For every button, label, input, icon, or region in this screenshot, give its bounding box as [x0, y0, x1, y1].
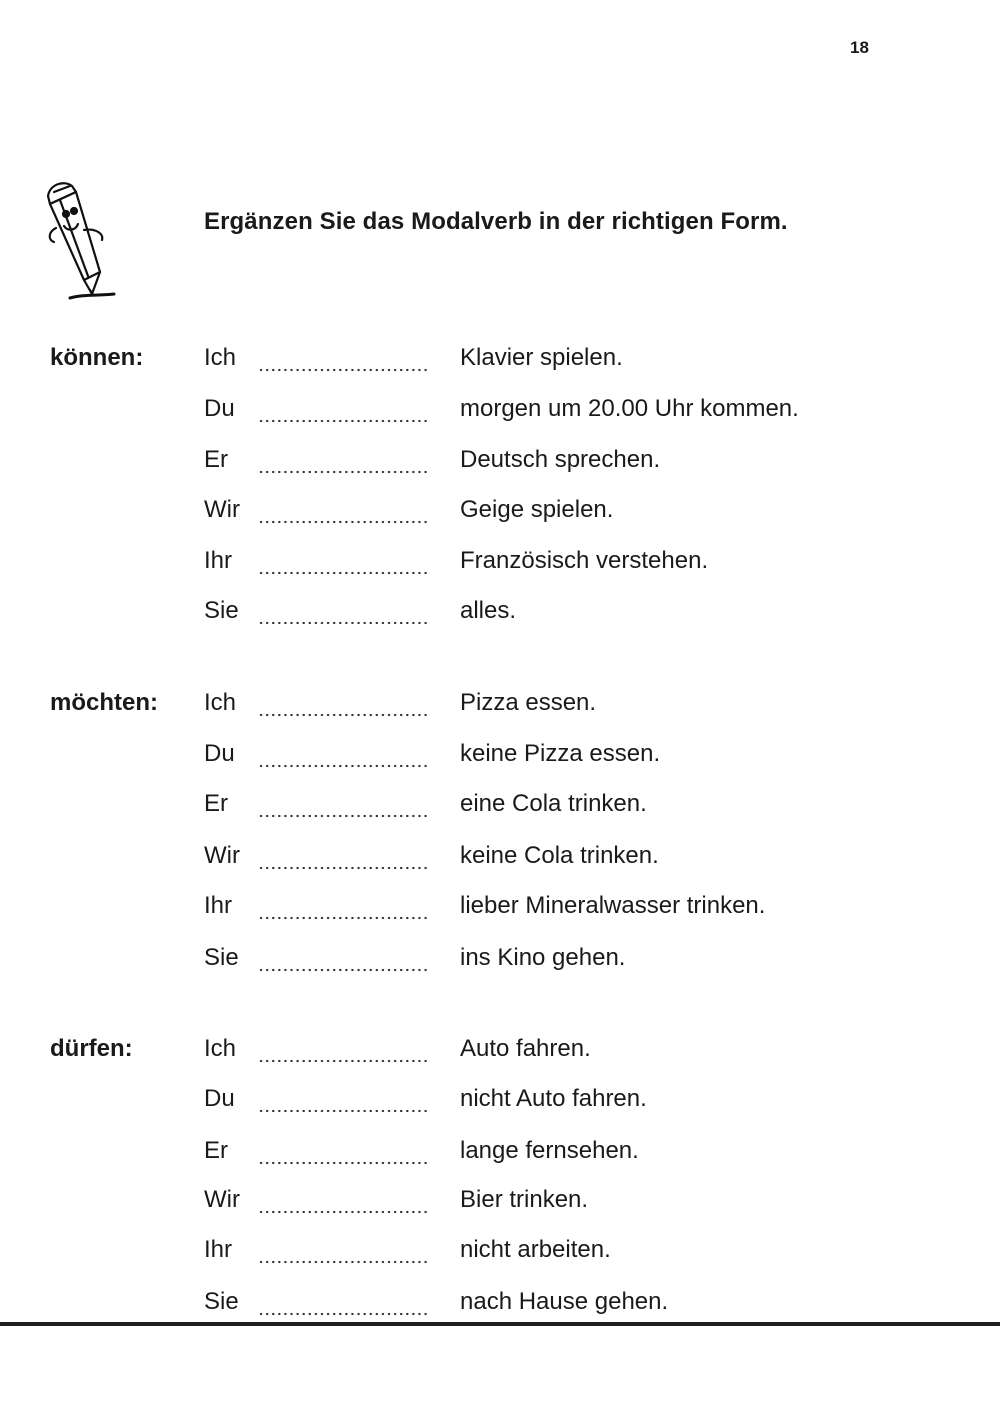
phrase: nicht Auto fahren.: [460, 1085, 647, 1112]
phrase: Klavier spielen.: [460, 344, 623, 371]
answer-blank[interactable]: [258, 968, 430, 972]
pronoun: Ich: [204, 344, 237, 371]
answer-blank[interactable]: [258, 1312, 430, 1316]
answer-blank[interactable]: [258, 470, 430, 474]
phrase: Französisch verstehen.: [460, 547, 709, 574]
phrase: Bier trinken.: [460, 1186, 589, 1213]
phrase: lange fernsehen.: [460, 1137, 639, 1164]
answer-blank[interactable]: [258, 1161, 430, 1165]
answer-blank[interactable]: [258, 916, 430, 920]
phrase: alles.: [460, 597, 517, 624]
phrase: Deutsch sprechen.: [460, 446, 661, 473]
phrase: nach Hause gehen.: [460, 1288, 669, 1315]
answer-blank[interactable]: [258, 419, 430, 423]
section-label-koennen: können:: [50, 344, 144, 371]
phrase: eine Cola trinken.: [460, 790, 647, 817]
pronoun: Du: [204, 395, 235, 422]
phrase: Auto fahren.: [460, 1035, 591, 1062]
pronoun: Du: [204, 1085, 235, 1112]
answer-blank[interactable]: [258, 866, 430, 870]
answer-blank[interactable]: [258, 520, 430, 524]
section-label-moechten: möchten:: [50, 689, 158, 716]
phrase: Geige spielen.: [460, 496, 614, 523]
answer-blank[interactable]: [258, 1059, 430, 1063]
pronoun: Ihr: [204, 892, 233, 919]
pronoun: Ihr: [204, 1236, 233, 1263]
phrase: morgen um 20.00 Uhr kommen.: [460, 395, 799, 422]
phrase: lieber Mineralwasser trinken.: [460, 892, 766, 919]
phrase: ins Kino gehen.: [460, 944, 626, 971]
pronoun: Sie: [204, 944, 239, 971]
pronoun: Wir: [204, 842, 240, 869]
phrase: Pizza essen.: [460, 689, 597, 716]
pronoun: Er: [204, 446, 228, 473]
answer-blank[interactable]: [258, 1260, 430, 1264]
pronoun: Ich: [204, 1035, 237, 1062]
page-number: 18: [850, 38, 869, 57]
page-divider: [0, 1322, 1000, 1326]
pronoun: Sie: [204, 597, 239, 624]
phrase: nicht arbeiten.: [460, 1236, 611, 1263]
answer-blank[interactable]: [258, 814, 430, 818]
answer-blank[interactable]: [258, 368, 430, 372]
answer-blank[interactable]: [258, 571, 430, 575]
pronoun: Du: [204, 740, 235, 767]
pronoun: Ich: [204, 689, 237, 716]
phrase: keine Cola trinken.: [460, 842, 659, 869]
answer-blank[interactable]: [258, 713, 430, 717]
answer-blank[interactable]: [258, 1109, 430, 1113]
pronoun: Er: [204, 790, 228, 817]
pronoun: Ihr: [204, 547, 233, 574]
pronoun: Wir: [204, 1186, 240, 1213]
pronoun: Wir: [204, 496, 240, 523]
pronoun: Sie: [204, 1288, 239, 1315]
phrase: keine Pizza essen.: [460, 740, 661, 767]
section-label-duerfen: dürfen:: [50, 1035, 133, 1062]
pronoun: Er: [204, 1137, 228, 1164]
answer-blank[interactable]: [258, 621, 430, 625]
answer-blank[interactable]: [258, 1210, 430, 1214]
answer-blank[interactable]: [258, 764, 430, 768]
pencil-icon: [40, 176, 122, 306]
instruction-text: Ergänzen Sie das Modalverb in der richtigen Form.: [204, 208, 788, 235]
